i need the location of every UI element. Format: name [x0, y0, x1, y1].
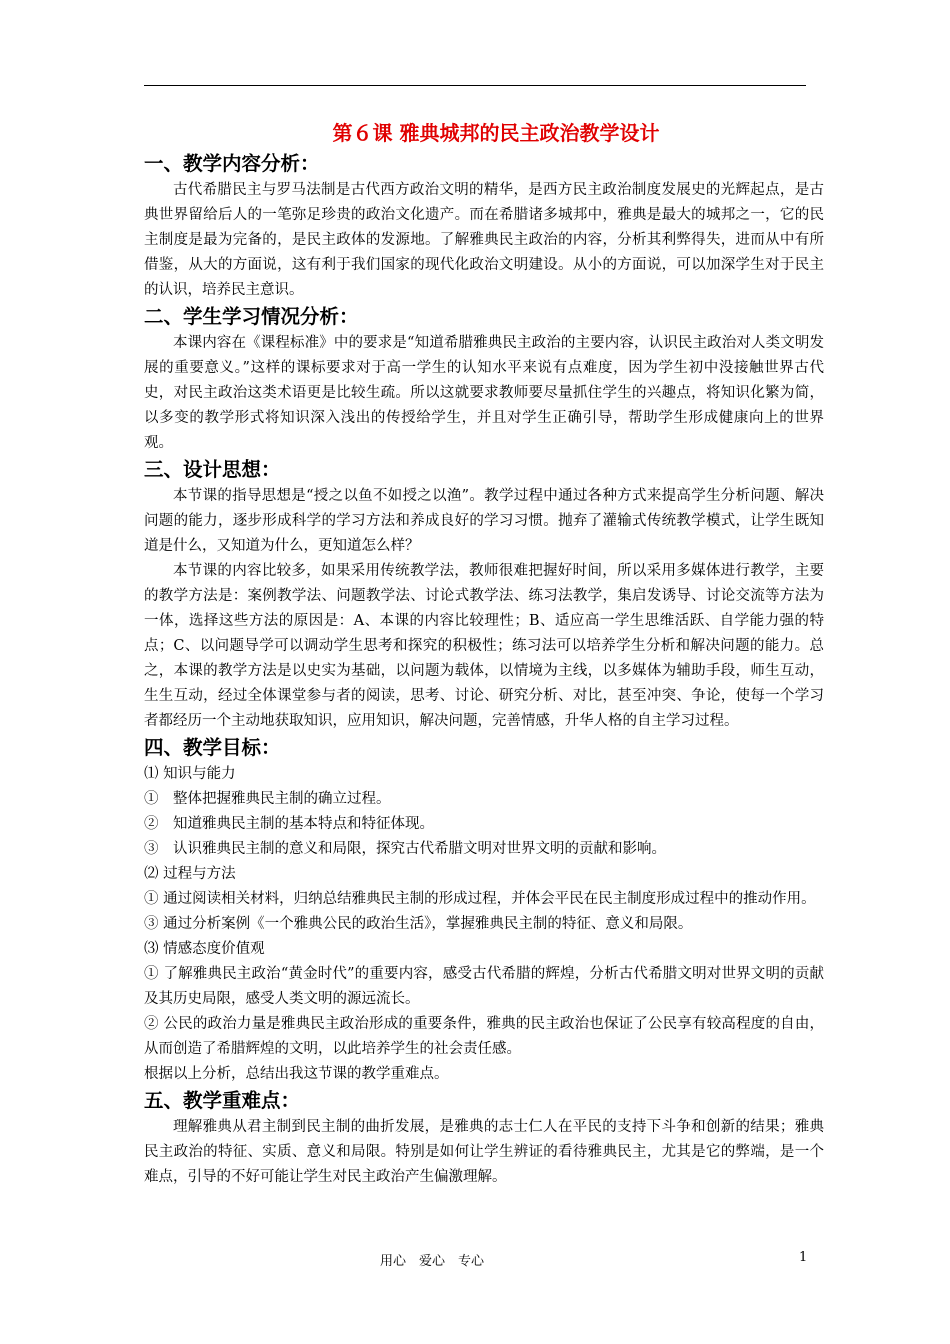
goal-line: ⑵ 过程与方法: [144, 866, 236, 882]
section-heading: 一、教学内容分析：: [144, 152, 320, 175]
paragraph: 理解雅典从君主制到民主制的曲折发展，是雅典的志士仁人在平民的支持下斗争和创新的结果；雅典民主政治的特征、实质、意义和局限。特别是如何让学生辨证的看待雅典民主，尤其是它的弊端，是一个难点，引导的不好可能让学生对民主政治产生偏激理解。: [144, 1119, 824, 1185]
section-heading: 三、设计思想：: [144, 458, 281, 481]
document-body: [144, 118, 824, 1190]
paragraph: 古代希腊民主与罗马法制是古代西方政治文明的精华，是西方民主政治制度发展史的光辉起点，是古典世界留给后人的一笔弥足珍贵的政治文化遗产。而在希腊诸多城邦中，雅典是最大的城邦之一，它的民主制度是最为完备的，是民主政体的发源地。了解雅典民主政治的内容，分析其利弊得失，进而从中有所借鉴，从大的方面说，这有利于我们国家的现代化政治文明建设。从小的方面说，可以加深学生对于民主的认识，培养民主意识。: [144, 182, 824, 298]
goal-line: ① 通过阅读相关材料，归纳总结雅典民主制的形成过程，并体会平民在民主制度形成过程中的推动作用。: [144, 891, 816, 907]
section-heading: 四、教学目标：: [144, 736, 281, 759]
goal-line: ⑴ 知识与能力: [144, 766, 236, 782]
section-teaching-goals: [144, 734, 824, 1087]
goal-line: ① 了解雅典民主政治“黄金时代”的重要内容，感受古代希腊的辉煌，分析古代希腊文明对世界文明的贡献及其历史局限，感受人类文明的源远流长。: [144, 966, 824, 1007]
section-design-idea: [144, 456, 824, 734]
goal-line: ⑶ 情感态度价值观: [144, 941, 265, 957]
section-content-analysis: [144, 150, 824, 303]
goal-line: ① 整体把握雅典民主制的确立过程。: [144, 791, 391, 807]
goal-line: ③ 认识雅典民主制的意义和局限，探究古代希腊文明对世界文明的贡献和影响。: [144, 841, 666, 857]
document-title: 第６课 雅典城邦的民主政治教学设计: [332, 121, 660, 145]
goal-line: ② 公民的政治力量是雅典民主政治形成的重要条件，雅典的民主政治也保证了公民享有较高程度的自由，从而创造了希腊辉煌的文明，以此培养学生的社会责任感。: [144, 1016, 824, 1057]
paragraph: 本课内容在《课程标准》中的要求是“知道希腊雅典民主政治的主要内容，认识民主政治对人类文明发展的重要意义。”这样的课标要求对于高一学生的认知水平来说有点难度，因为学生初中没接触世界古代史，对民主政治这类术语更是比较生疏。所以这就要求教师要尽量抓住学生的兴趣点，将知识化繁为简，以多变的教学形式将知识深入浅出的传授给学生，并且对学生正确引导，帮助学生形成健康向上的世界观。: [144, 335, 824, 451]
paragraph: 本节课的内容比较多，如果采用传统教学法，教师很难把握好时间，所以采用多媒体进行教学，主要的教学方法是：案例教学法、问题教学法、讨论式教学法、练习法教学，集启发诱导、讨论交流等方法为一体，选择这些方法的原因是：A、本课的内容比较理性；B、适应高一学生思维活跃、自学能力强的特点；C、以问题导学可以调动学生思考和探究的积极性；练习法可以培养学生分析和解决问题的能力。总之，本课的教学方法是以史实为基础，以问题为载体，以情境为主线，以多媒体为辅助手段，师生互动，生生互动，经过全体课堂参与者的阅读，思考、讨论、研究分析、对比，甚至冲突、争论，使每一个学习者都经历一个主动地获取知识，应用知识，解决问题，完善情感，升华人格的自主学习过程。: [144, 563, 824, 729]
goal-line: 根据以上分析，总结出我这节课的教学重难点。: [144, 1066, 449, 1082]
footer-motto: 用心 爱心 专心: [380, 1254, 485, 1269]
page-number: 1: [799, 1250, 808, 1265]
goal-line: ③ 通过分析案例《一个雅典公民的政治生活》，掌握雅典民主制的特征、意义和局限。: [144, 916, 693, 932]
section-heading: 五、教学重难点：: [144, 1089, 301, 1112]
header-rule: [144, 85, 806, 86]
section-key-points: [144, 1087, 824, 1190]
section-heading: 二、学生学习情况分析：: [144, 305, 359, 328]
paragraph: 本节课的指导思想是“授之以鱼不如授之以渔”。教学过程中通过各种方式来提高学生分析问题、解决问题的能力，逐步形成科学的学习方法和养成良好的学习习惯。抛弃了灌输式传统教学模式，让学生既知道是什么，又知道为什么，更知道怎么样？: [144, 488, 824, 554]
goal-line: ② 知道雅典民主制的基本特点和特征体现。: [144, 816, 434, 832]
section-student-analysis: [144, 303, 824, 456]
